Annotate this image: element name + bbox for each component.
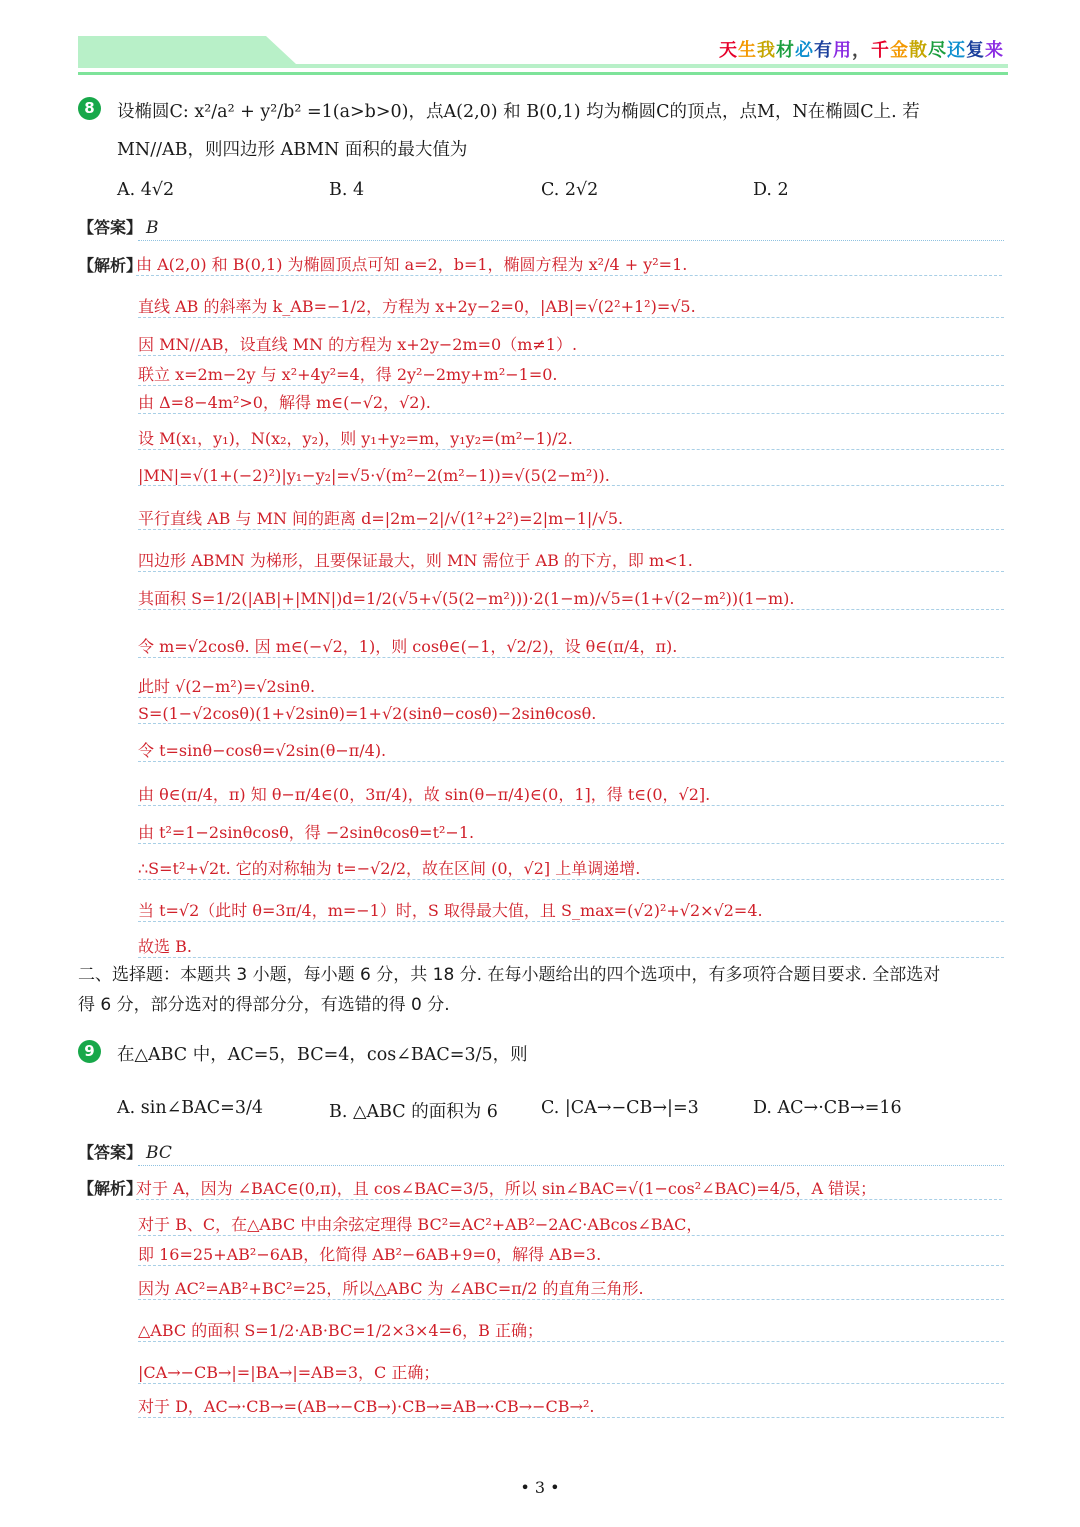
divider [138,1165,1004,1166]
question-stem: 在△ABC 中，AC=5，BC=4，cos∠BAC=3/5，则 [117,1045,528,1065]
analysis-line: 因 MN//AB，设直线 MN 的方程为 x+2y−2m=0（m≠1）. [138,332,1004,356]
analysis-line: 平行直线 AB 与 MN 间的距离 d=|2m−2|/√(1²+2²)=2|m−1|/√5. [138,506,1004,530]
analysis-line: |MN|=√(1+(−2)²)|y₁−y₂|=√5·√(m²−2(m²−1))=√(5(2−m²)). [138,466,1004,486]
section-text-line1: 二、选择题：本题共 3 小题，每小题 6 分，共 18 分. 在每小题给出的四个选项中，有多项符合题目要求. 全部选对 [78,965,941,985]
option-b: B. 4 [329,180,365,200]
option-d: D. AC→·CB→=16 [753,1098,902,1118]
answer-row [78,1140,172,1163]
analysis-line: 由 t²=1−2sinθcosθ，得 −2sinθcosθ=t²−1. [138,820,1004,844]
analysis-line: 由 θ∈(π/4，π) 知 θ−π/4∈(0，3π/4)，故 sin(θ−π/4)∈(0，1]，得 t∈(0，√2]. [138,782,1004,806]
analysis-line: S=(1−√2cosθ)(1+√2sinθ)=1+√2(sinθ−cosθ)−2sinθcosθ. [138,704,1004,724]
answer-label: 【答案】 [78,1143,143,1162]
analysis-line: 对于 D，AC→·CB→=(AB→−CB→)·CB→=AB→·CB→−CB→². [138,1394,1004,1418]
analysis-line: 令 m=√2cosθ. 因 m∈(−√2，1)，则 cosθ∈(−1，√2/2)，设 θ∈(π/4，π). [138,634,1004,658]
analysis-line: 因为 AC²=AB²+BC²=25，所以△ABC 为 ∠ABC=π/2 的直角三角形. [138,1276,1004,1300]
question-stem-line1: 设椭圆C: x²/a² + y²/b² =1(a>b>0)，点A(2,0) 和 B(0,1) 均为椭圆C的顶点，点M，N在椭圆C上. 若 [117,102,920,122]
analysis-line: 四边形 ABMN 为梯形，且要保证最大，则 MN 需位于 AB 的下方，即 m<1. [138,548,1004,572]
analysis-line: 其面积 S=1/2(|AB|+|MN|)d=1/2(√5+√(5(2−m²)))·2(1−m)/√5=(1+√(2−m²))(1−m). [138,586,1004,610]
analysis-line: 即 16=25+AB²−6AB，化简得 AB²−6AB+9=0，解得 AB=3. [138,1242,1004,1266]
analysis-line: ∴S=t²+√2t. 它的对称轴为 t=−√2/2，故在区间 (0，√2] 上单调递增. [138,856,1004,880]
header-slogan: 天生我材必有用，千金散尽还复来 [719,40,1004,61]
option-c: C. |CA→−CB→|=3 [541,1098,699,1118]
analysis-line: △ABC 的面积 S=1/2·AB·BC=1/2×3×4=6，B 正确； [138,1318,1004,1342]
analysis-label: 【解析】 [78,1179,143,1198]
analysis-line: 联立 x=2m−2y 与 x²+4y²=4，得 2y²−2my+m²−1=0. [138,362,1004,386]
section-text-line2: 得 6 分，部分选对的得部分分，有选错的得 0 分. [78,995,450,1015]
analysis-line: 对于 B、C，在△ABC 中由余弦定理得 BC²=AC²+AB²−2AC·ABcos∠BAC， [138,1212,1004,1236]
answer-value: B [146,218,159,238]
analysis-line: 此时 √(2−m²)=√2sinθ. [138,674,1004,698]
analysis-line: 由 Δ=8−4m²>0，解得 m∈(−√2，√2). [138,390,1004,414]
analysis-line: 直线 AB 的斜率为 k_AB=−1/2，方程为 x+2y−2=0，|AB|=√(2²+1²)=√5. [138,294,1004,318]
analysis-line: 故选 B. [138,934,1004,958]
option-a: A. sin∠BAC=3/4 [117,1098,263,1118]
analysis-label: 【解析】 [78,256,143,275]
answer-value: BC [146,1143,172,1163]
option-d: D. 2 [753,180,789,200]
page-number: • 3 • [520,1478,560,1497]
divider [138,240,1004,241]
analysis-line: 当 t=√2（此时 θ=3π/4，m=−1）时，S 取得最大值，且 S_max=(√2)²+√2×√2=4. [138,898,1004,922]
question-number-badge: 9 [78,1040,101,1063]
question-number-badge: 8 [78,97,101,120]
question-stem-line2: MN//AB，则四边形 ABMN 面积的最大值为 [117,140,468,160]
analysis-line: 设 M(x₁，y₁)，N(x₂，y₂)，则 y₁+y₂=m，y₁y₂=(m²−1)/2. [138,426,1004,450]
option-a: A. 4√2 [117,180,175,200]
answer-label: 【答案】 [78,218,143,237]
analysis-line: 由 A(2,0) 和 B(0,1) 为椭圆顶点可知 a=2，b=1，椭圆方程为 x²/4 + y²=1. [136,252,1002,276]
option-b: B. △ABC 的面积为 6 [329,1102,498,1122]
answer-row [78,215,159,238]
analysis-line: 对于 A，因为 ∠BAC∈(0,π)，且 cos∠BAC=3/5，所以 sin∠BAC=√(1−cos²∠BAC)=4/5，A 错误； [136,1176,1002,1200]
analysis-line: |CA→−CB→|=|BA→|=AB=3，C 正确； [138,1360,1004,1384]
option-c: C. 2√2 [541,180,599,200]
analysis-line: 令 t=sinθ−cosθ=√2sin(θ−π/4). [138,738,1004,762]
section-heading [78,960,1008,1020]
